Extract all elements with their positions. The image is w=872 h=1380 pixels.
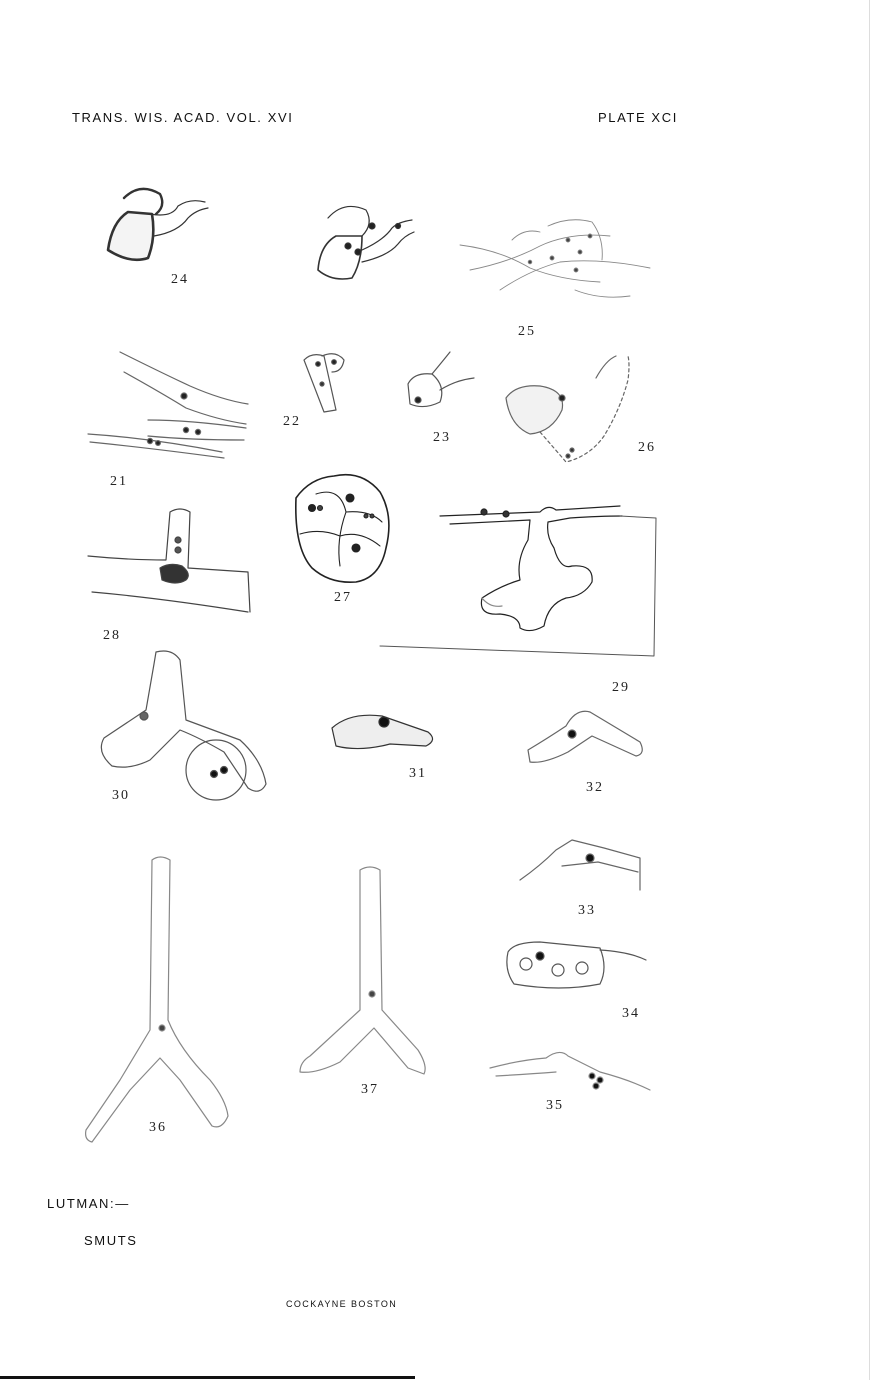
bottom-rule: [0, 1376, 415, 1379]
figure-label-29: 29: [612, 680, 630, 695]
figure-label-25: 25: [518, 324, 536, 339]
figure-label-34: 34: [622, 1006, 640, 1021]
plate-number: PLATE XCI: [598, 110, 678, 125]
journal-title: TRANS. WIS. ACAD. VOL. XVI: [72, 110, 294, 125]
figure-label-33: 33: [578, 903, 596, 918]
figure-label-21: 21: [110, 474, 128, 489]
figure-label-28: 28: [103, 628, 121, 643]
figure-28-drawing: [88, 509, 250, 612]
figure-29-drawing: [380, 506, 656, 656]
figure-label-24: 24: [171, 272, 189, 287]
figure-label-37: 37: [361, 1082, 379, 1097]
right-edge-line: [869, 0, 870, 1380]
figure-37-drawing: [300, 867, 425, 1074]
figure-24-drawing: [108, 189, 208, 260]
figure-32-drawing: [528, 711, 642, 762]
figure-label-32: 32: [586, 780, 604, 795]
figure-25-drawing: [460, 220, 650, 297]
author-caption: LUTMAN:—: [47, 1196, 130, 1211]
figure-33-drawing: [520, 840, 640, 890]
engraver-imprint: COCKAYNE BOSTON: [286, 1299, 398, 1309]
figure-35-drawing: [490, 1052, 650, 1090]
figure-label-36: 36: [149, 1120, 167, 1135]
figure-23-drawing: [408, 352, 474, 407]
figure-36-drawing: [86, 857, 228, 1142]
figure-22-drawing: [304, 354, 344, 412]
figure-label-22: 22: [283, 414, 301, 429]
figure-31-drawing: [332, 715, 433, 748]
figure-34-drawing: [507, 942, 646, 988]
figure-30-drawing: [101, 651, 266, 800]
figure-21-drawing: [88, 352, 248, 458]
figure-label-31: 31: [409, 766, 427, 781]
figure-27-drawing: [296, 475, 389, 583]
subject-caption: SMUTS: [84, 1233, 138, 1248]
figure-26-drawing: [506, 356, 629, 462]
figure-label-27: 27: [334, 590, 352, 605]
figure-label-35: 35: [546, 1098, 564, 1113]
figure-label-23: 23: [433, 430, 451, 445]
figure-label-30: 30: [112, 788, 130, 803]
figure-label-26: 26: [638, 440, 656, 455]
figure-25-left-drawing: [318, 206, 414, 279]
